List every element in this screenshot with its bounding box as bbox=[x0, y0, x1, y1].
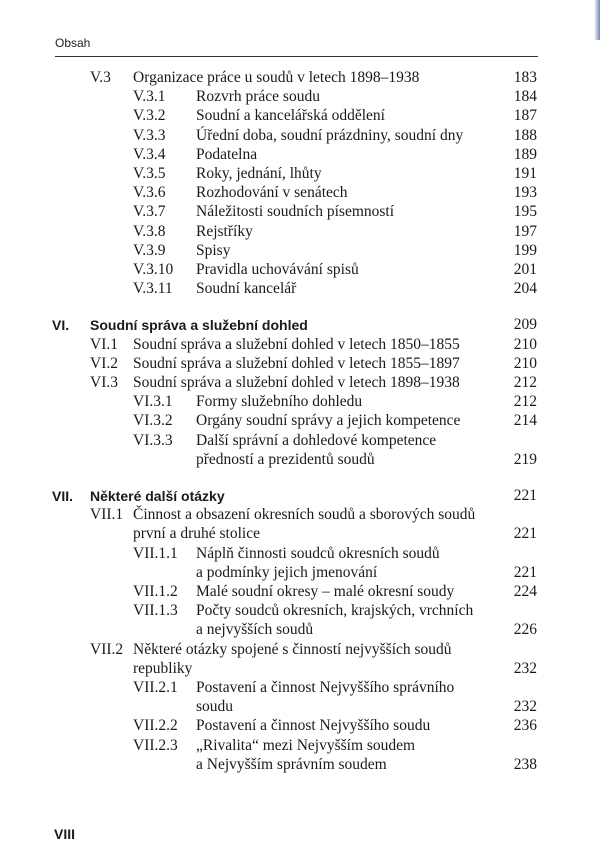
toc-entry-page: 221 bbox=[513, 563, 537, 581]
toc-entry bbox=[0, 335, 600, 354]
toc-entry bbox=[0, 68, 600, 87]
toc-entry-title: Náležitosti soudních písemností bbox=[196, 203, 395, 221]
toc-entry-title: Rejstříky bbox=[196, 222, 253, 240]
page-number: VIII bbox=[54, 826, 76, 842]
toc-entry-title: Spisy bbox=[196, 241, 231, 259]
toc-entry bbox=[0, 222, 600, 241]
toc-entry-page: 195 bbox=[513, 203, 537, 221]
toc-entry bbox=[0, 183, 600, 202]
toc-entry-number: V.3.9 bbox=[133, 241, 166, 259]
toc-entry-number: V.3.10 bbox=[133, 261, 174, 278]
toc-entry bbox=[0, 126, 600, 145]
toc-entry-title: Činnost a obsazení okresních soudů a sborových soudů bbox=[133, 506, 476, 524]
toc-entry-page: 221 bbox=[513, 487, 537, 504]
header-rule bbox=[55, 56, 538, 57]
toc-entry-title: a nejvyšších soudů bbox=[196, 621, 314, 639]
toc-entry-title: Postavení a činnost Nejvyššího správního bbox=[196, 679, 455, 696]
toc-entry bbox=[0, 716, 600, 735]
toc-entry bbox=[0, 164, 600, 183]
toc-entry-page: 224 bbox=[513, 583, 537, 600]
toc-entry bbox=[0, 678, 600, 716]
toc-entry-page: 236 bbox=[513, 717, 537, 735]
toc-entry-number: VI.3.2 bbox=[133, 412, 173, 430]
toc-entry-title: a podmínky jejich jmenování bbox=[196, 563, 378, 581]
toc-entry bbox=[0, 486, 600, 505]
toc-entry-page: 209 bbox=[513, 316, 537, 334]
toc-entry-number: V.3.1 bbox=[133, 88, 166, 106]
toc-entry-page: 191 bbox=[513, 165, 537, 182]
toc-entry bbox=[0, 544, 600, 582]
toc-entry-page: 193 bbox=[513, 184, 537, 202]
toc-entry-title: Soudní správa a služební dohled bbox=[90, 317, 308, 334]
toc-entry bbox=[0, 431, 600, 469]
toc-entry-title: soudu bbox=[196, 698, 234, 716]
toc-entry-number: VI.3.1 bbox=[133, 393, 173, 411]
toc-entry-title: předností a prezidentů soudů bbox=[196, 450, 375, 468]
toc-entry-number: VI.3.3 bbox=[133, 431, 173, 449]
toc-entry-page: 204 bbox=[513, 280, 537, 298]
toc-entry bbox=[0, 411, 600, 430]
toc-entry-number: V.3.4 bbox=[133, 145, 166, 163]
toc-entry-page: 201 bbox=[513, 261, 537, 278]
toc-entry-page: 197 bbox=[513, 222, 537, 240]
toc-entry-page: 232 bbox=[513, 698, 537, 716]
toc-entry-page: 212 bbox=[513, 374, 537, 391]
toc-entry-page: 214 bbox=[513, 412, 537, 430]
toc-entry-title: Rozvrh práce soudu bbox=[196, 88, 320, 106]
toc-entry-title: Soudní správa a služební dohled v letech 1850–1855 bbox=[133, 335, 460, 353]
toc-entry-page: 183 bbox=[513, 69, 537, 86]
toc-entry bbox=[0, 315, 600, 334]
toc-entry bbox=[0, 582, 600, 601]
toc-entry-title: Postavení a činnost Nejvyššího soudu bbox=[196, 717, 431, 735]
toc-entry-page: 226 bbox=[513, 621, 537, 639]
toc-entry-page: 199 bbox=[513, 241, 537, 259]
page-edge-shadow bbox=[594, 0, 600, 40]
toc-entry-title: Roky, jednání, lhůty bbox=[196, 165, 322, 182]
toc-entry-title: první a druhé stolice bbox=[133, 525, 260, 543]
toc-entry-title: Soudní a kancelářská oddělení bbox=[196, 107, 385, 125]
toc-entry-title: Organizace práce u soudů v letech 1898–1938 bbox=[133, 69, 420, 86]
toc-entry bbox=[0, 392, 600, 411]
toc-entry-title: Podatelna bbox=[196, 145, 258, 163]
toc-entry bbox=[0, 87, 600, 106]
toc-entry-page: 187 bbox=[513, 107, 537, 125]
toc-entry bbox=[0, 145, 600, 164]
toc-entry-title: Náplň činnosti soudců okresních soudů bbox=[196, 544, 440, 562]
toc-entry-number: VII.1.1 bbox=[133, 544, 178, 562]
toc-entry-number: VII. bbox=[52, 488, 74, 504]
toc-entry-page: 221 bbox=[513, 525, 537, 543]
toc-entry-title: Orgány soudní správy a jejich kompetence bbox=[196, 412, 461, 430]
toc-entry bbox=[0, 640, 600, 678]
toc-entry-number: VII.2.2 bbox=[133, 717, 178, 735]
toc-entry-title: Soudní kancelář bbox=[196, 280, 297, 298]
toc-entry-title: Soudní správa a služební dohled v letech 1898–1938 bbox=[133, 374, 460, 391]
toc-entry-number: VII.1.3 bbox=[133, 602, 178, 620]
toc-entry-page: 210 bbox=[513, 354, 537, 372]
toc-entry-title: Rozhodování v senátech bbox=[196, 184, 348, 202]
toc-entry-page: 189 bbox=[513, 145, 537, 163]
toc-entry-number: VII.2.1 bbox=[133, 679, 178, 696]
toc-entry-page: 232 bbox=[513, 659, 537, 677]
toc-entry-title: Některé otázky spojené s činností nejvyšších soudů bbox=[133, 640, 452, 658]
toc-entry bbox=[0, 736, 600, 774]
toc-entry-number: VII.2.3 bbox=[133, 736, 178, 754]
toc-entry bbox=[0, 260, 600, 279]
toc-entry-page: 212 bbox=[513, 393, 537, 411]
toc-entry-page: 184 bbox=[513, 88, 537, 106]
toc-entry bbox=[0, 354, 600, 373]
toc-entry bbox=[0, 505, 600, 543]
toc-entry-page: 210 bbox=[513, 335, 537, 353]
toc-entry bbox=[0, 601, 600, 639]
toc-entry-number: V.3 bbox=[90, 69, 111, 86]
toc-entry-number: V.3.5 bbox=[133, 165, 166, 182]
toc-entry-title: Soudní správa a služební dohled v letech 1855–1897 bbox=[133, 354, 460, 372]
toc-entry-page: 219 bbox=[513, 450, 537, 468]
toc-entry-number: VI.2 bbox=[90, 354, 118, 372]
toc-entry-number: VII.1 bbox=[90, 506, 124, 524]
toc-entry-number: VII.1.2 bbox=[133, 583, 178, 600]
toc-entry-title: Formy služebního dohledu bbox=[196, 393, 363, 411]
toc-entry-page: 188 bbox=[513, 126, 537, 144]
toc-entry bbox=[0, 202, 600, 221]
toc-entry-title: Některé další otázky bbox=[90, 488, 225, 504]
running-head: Obsah bbox=[55, 36, 91, 50]
toc-entry-title: republiky bbox=[133, 659, 193, 677]
toc-entry bbox=[0, 279, 600, 298]
toc-entry-page: 238 bbox=[513, 755, 537, 773]
toc-entry-number: V.3.2 bbox=[133, 107, 166, 125]
toc-entry bbox=[0, 241, 600, 260]
toc-entry-title: Další správní a dohledové kompetence bbox=[196, 431, 437, 449]
toc-entry-number: V.3.8 bbox=[133, 222, 166, 240]
toc-entry-number: V.3.6 bbox=[133, 184, 166, 202]
toc-entry-title: Pravidla uchovávání spisů bbox=[196, 261, 359, 278]
toc-entry-number: V.3.7 bbox=[133, 203, 166, 221]
toc-entry-title: a Nejvyšším správním soudem bbox=[196, 755, 387, 773]
toc-entry-title: Úřední doba, soudní prázdniny, soudní dny bbox=[196, 126, 464, 144]
toc-entry-number: V.3.3 bbox=[133, 126, 166, 144]
toc-entry-number: VI. bbox=[52, 317, 70, 334]
toc-entry-title: „Rivalita“ mezi Nejvyšším soudem bbox=[196, 736, 416, 754]
toc-entry-number: VI.1 bbox=[90, 335, 118, 353]
toc-entry-title: Počty soudců okresních, krajských, vrchních bbox=[196, 602, 474, 620]
toc-entry bbox=[0, 373, 600, 392]
toc-entry-number: V.3.11 bbox=[133, 280, 173, 298]
toc-entry bbox=[0, 106, 600, 125]
toc-entry-number: VI.3 bbox=[90, 374, 118, 391]
toc-entry-title: Malé soudní okresy – malé okresní soudy bbox=[196, 583, 455, 600]
toc-entry-number: VII.2 bbox=[90, 640, 124, 658]
